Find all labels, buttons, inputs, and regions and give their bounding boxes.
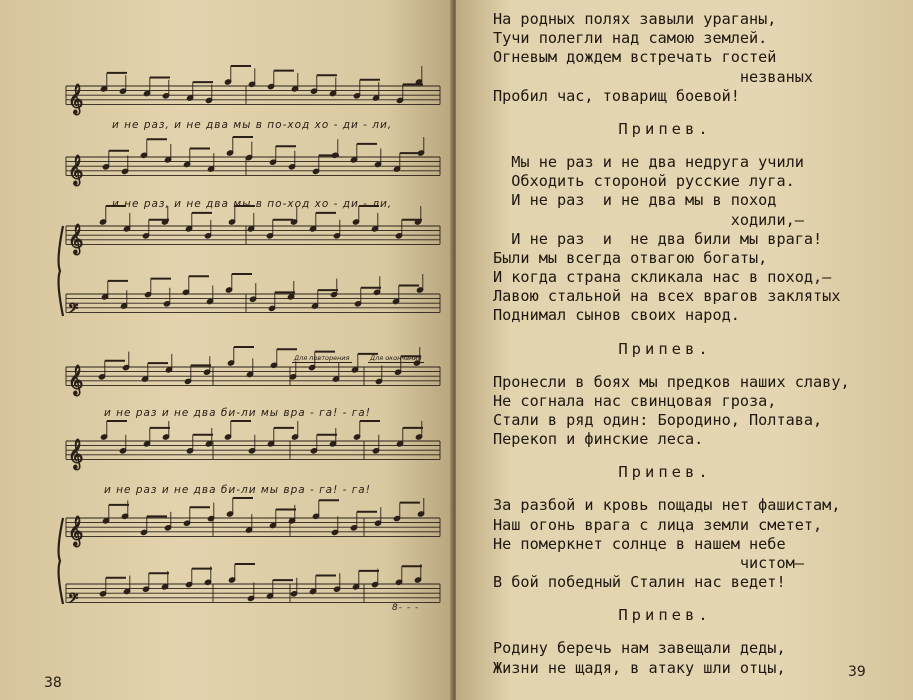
lyric-line: Наш огонь врага с лица земли сметет, (493, 515, 823, 534)
note (140, 139, 167, 158)
note (144, 279, 171, 298)
lyric-line: Мы не раз и не два недруга учили (493, 152, 804, 171)
note (373, 276, 380, 295)
note (289, 361, 296, 380)
octave-mark: 8- - - (392, 603, 420, 613)
ending-label: Для окончания (370, 354, 422, 362)
lyric-line: И не раз и не два били мы врага! (493, 229, 823, 248)
clef-icon: 𝄢 (68, 300, 79, 320)
note (415, 66, 422, 85)
note (247, 213, 254, 232)
left-page (0, 0, 452, 700)
note (291, 421, 298, 440)
note (121, 500, 128, 519)
lyric-line: Пробил час, товарищ боевой! (493, 86, 740, 105)
note (371, 213, 378, 232)
note (119, 75, 126, 94)
note (312, 500, 339, 519)
lyric-line: Лавою стальной на всех врагов заклятых (493, 287, 841, 306)
note (121, 155, 128, 174)
note (417, 498, 424, 517)
refrain-heading: Припев. (618, 119, 712, 138)
note (247, 582, 254, 601)
music-score (0, 0, 452, 700)
note (269, 146, 296, 165)
note (100, 421, 127, 440)
note (224, 66, 251, 85)
lyric-line: Стали в ряд один: Бородино, Полтава, (493, 411, 823, 429)
note (330, 279, 337, 298)
note (120, 290, 127, 309)
note (182, 276, 209, 295)
note (266, 580, 293, 599)
lyric-line: Не померкнет солнце в нашем небе (493, 534, 786, 553)
note (164, 144, 171, 163)
note (329, 78, 336, 97)
note (162, 421, 169, 440)
note (140, 516, 167, 535)
lyric-line: Поднимал сынов своих народ. (493, 306, 740, 325)
note (99, 578, 126, 597)
stanza-1 (493, 10, 873, 106)
note (164, 512, 171, 531)
lyric-line: ходили,— (493, 210, 804, 229)
note (392, 286, 419, 305)
stanza-4 (493, 496, 873, 592)
note (416, 274, 423, 293)
repeat-label: Для повторения (294, 354, 350, 362)
lyric-line: Огневым дождем встречать гостей (493, 48, 777, 67)
note (245, 142, 252, 161)
note (207, 503, 214, 522)
clef-icon: 𝄞 (68, 84, 84, 115)
note (331, 516, 338, 535)
note (226, 137, 253, 156)
lyric-line: За разбой и кровь пощады нет фашистам, (493, 496, 841, 515)
note (162, 80, 169, 99)
note (267, 71, 294, 90)
lyric-line: Пронесли в боях мы предков наших славу, (493, 372, 850, 391)
lyric-line: И когда страна скликала нас в поход,— (493, 268, 832, 287)
note (245, 514, 252, 533)
page-number-right: 39 (848, 664, 866, 680)
note (309, 576, 336, 595)
note (224, 421, 251, 440)
note (141, 363, 168, 382)
note (206, 286, 213, 305)
note (205, 428, 212, 447)
lyric-line: И не раз и не два мы в поход (493, 191, 777, 210)
note (205, 84, 212, 103)
note (227, 347, 254, 366)
note (393, 153, 420, 172)
note (329, 428, 336, 447)
lyric-line: На родных полях завыли ураганы, (493, 10, 777, 28)
stanza-2 (493, 249, 873, 326)
lyric-line: Не согнала нас свинцовая гроза, (493, 391, 777, 410)
lyric-line: Были мы всегда отвагою богаты, (493, 248, 768, 267)
note (225, 274, 252, 293)
note (312, 155, 339, 174)
clef-icon: 𝄢 (68, 590, 79, 610)
note (331, 139, 338, 158)
note (249, 283, 256, 302)
note (248, 68, 255, 87)
brace (59, 518, 63, 604)
note (288, 151, 295, 170)
note (288, 505, 295, 524)
note (393, 503, 420, 522)
lyric-line: незваных (493, 67, 814, 86)
note (375, 365, 382, 384)
note (291, 73, 298, 92)
note (287, 281, 294, 300)
lyric-line: Обходить стороной русские луга. (493, 172, 795, 191)
note (415, 421, 422, 440)
note (246, 359, 253, 378)
refrain-heading: Припев. (618, 463, 712, 482)
lyrics-column (493, 10, 873, 678)
system2-lyric-voice1: и не раз и не два би-ли мы вра - га! - га! (104, 407, 371, 419)
note (333, 220, 340, 239)
system1-lyric-voice2: и не раз, и не два мы в по-ход хо - ди - ли, (112, 198, 393, 210)
note (414, 206, 421, 225)
clef-icon: 𝄞 (68, 224, 84, 255)
note (102, 151, 129, 170)
refrain-heading: Припев. (618, 339, 712, 358)
note (374, 507, 381, 526)
clef-icon: 𝄞 (68, 516, 84, 547)
note (309, 213, 336, 232)
note (119, 435, 126, 454)
stanza-3 (493, 373, 873, 450)
note (372, 82, 379, 101)
note (374, 149, 381, 168)
system1-lyric-voice1: и не раз, и не два мы в по-ход хо - ди - ли, (112, 119, 393, 131)
system2-lyric-voice2: и не раз и не два би-ли мы вра - га! - га! (104, 484, 371, 496)
note (350, 144, 377, 163)
brace (59, 226, 63, 316)
lyric-line: Перекоп и финские леса. (493, 430, 704, 449)
stanza-5 (493, 639, 873, 677)
note (185, 213, 212, 232)
note (248, 435, 255, 454)
note (183, 507, 210, 526)
note (204, 220, 211, 239)
note (183, 149, 210, 168)
note (332, 363, 339, 382)
note (372, 435, 379, 454)
note (266, 220, 293, 239)
note (98, 361, 125, 380)
note (123, 213, 130, 232)
lyric-line: В бой победный Сталин нас ведет! (493, 573, 786, 592)
refrain-heading: Припев. (618, 606, 712, 625)
lyric-line: Тучи полегли над самою землей. (493, 29, 768, 48)
note (228, 564, 255, 583)
refrain-text (493, 153, 873, 249)
clef-icon: 𝄞 (68, 365, 84, 396)
lyric-line: Жизни не щадя, в атаку шли отцы, (493, 658, 786, 677)
note (396, 84, 423, 103)
note (101, 281, 128, 300)
lyric-line: чистом— (493, 553, 804, 572)
note (226, 498, 253, 517)
note (207, 153, 214, 172)
lyric-line: Родину беречь нам завещали деды, (493, 639, 786, 658)
clef-icon: 𝄞 (68, 439, 84, 470)
note (353, 421, 380, 440)
clef-icon: 𝄞 (68, 155, 84, 186)
note (417, 137, 424, 156)
note (163, 288, 170, 307)
staff (66, 518, 440, 536)
page-number-left: 38 (44, 675, 62, 691)
